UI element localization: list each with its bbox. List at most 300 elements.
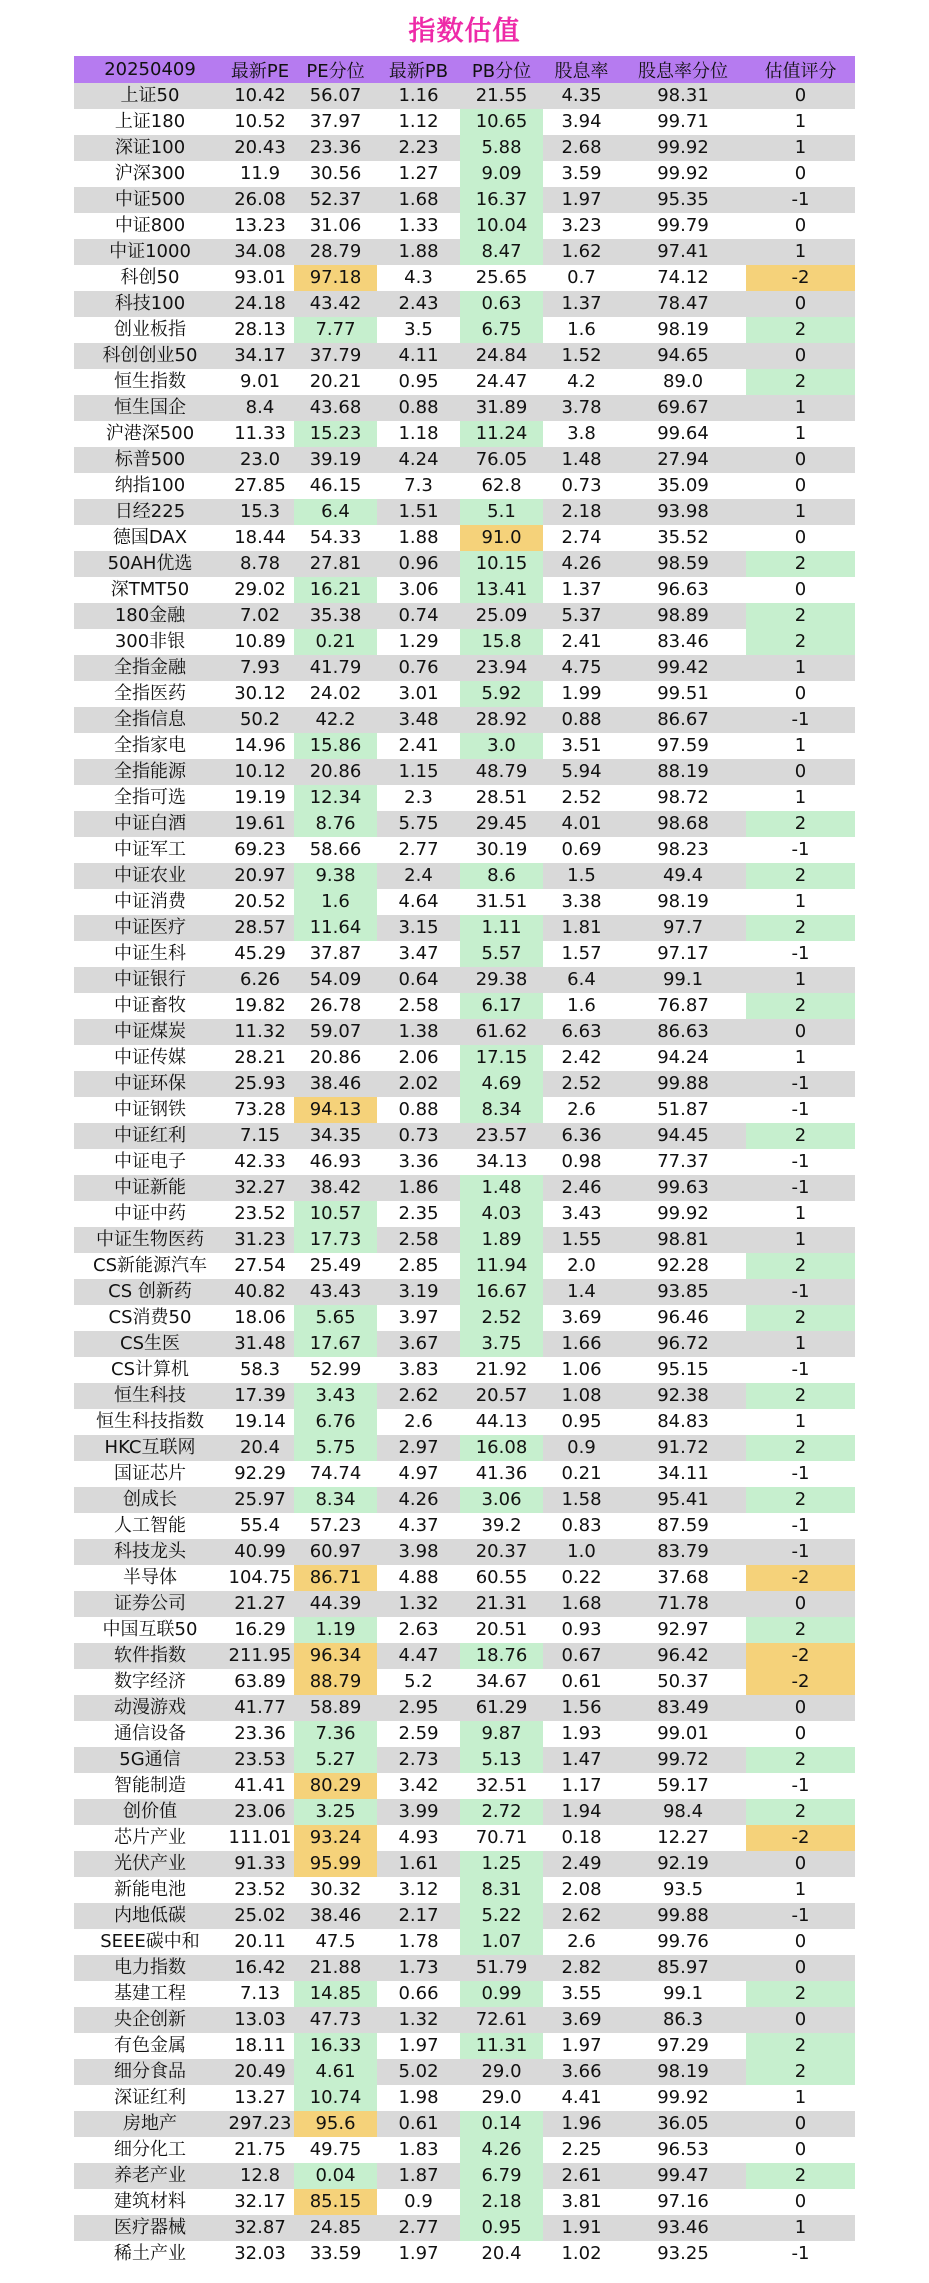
cell-index-name: 建筑材料 <box>114 2191 186 2212</box>
cell-pe-percentile: 25.49 <box>309 1255 362 1276</box>
cell-dividend-percentile: 92.97 <box>657 1619 709 1640</box>
cell-dividend-yield: 2.74 <box>561 527 602 548</box>
cell-index-name: 全指能源 <box>114 761 186 782</box>
cell-latest-pe: 28.13 <box>234 319 286 340</box>
cell-pe-percentile: 54.09 <box>309 969 362 990</box>
cell-pe-percentile: 35.38 <box>309 605 362 626</box>
cell-pb-percentile: 21.31 <box>475 1593 528 1614</box>
cell-latest-pb: 1.38 <box>398 1021 439 1042</box>
cell-dividend-percentile: 83.46 <box>657 631 709 652</box>
table-row <box>74 681 855 707</box>
cell-dividend-yield: 1.99 <box>561 683 602 704</box>
cell-dividend-percentile: 93.46 <box>657 2217 709 2238</box>
table-row <box>74 889 855 915</box>
cell-pe-percentile: 4.61 <box>294 2059 377 2085</box>
cell-latest-pb: 0.76 <box>398 657 439 678</box>
cell-dividend-yield: 3.8 <box>567 423 596 444</box>
cell-dividend-percentile: 94.24 <box>657 1047 709 1068</box>
cell-latest-pb: 1.97 <box>398 2243 439 2264</box>
cell-dividend-yield: 1.5 <box>567 865 596 886</box>
cell-index-name: 创成长 <box>123 1489 177 1510</box>
cell-index-name: 全指金融 <box>114 657 186 678</box>
cell-pb-percentile: 76.05 <box>475 449 528 470</box>
cell-index-name: HKC互联网 <box>104 1437 196 1458</box>
cell-dividend-percentile: 96.46 <box>657 1307 709 1328</box>
cell-valuation-score: -1 <box>791 1515 810 1536</box>
cell-latest-pb: 2.77 <box>398 2217 439 2238</box>
cell-index-name: 全指信息 <box>114 709 186 730</box>
cell-latest-pe: 8.4 <box>245 397 275 418</box>
cell-latest-pb: 0.9 <box>404 2191 433 2212</box>
cell-latest-pe: 32.87 <box>234 2217 286 2238</box>
cell-latest-pe: 73.28 <box>234 1099 286 1120</box>
cell-index-name: 中证生科 <box>114 943 186 964</box>
cell-dividend-percentile: 98.68 <box>657 813 709 834</box>
cell-latest-pe: 27.54 <box>234 1255 286 1276</box>
cell-pe-percentile: 0.21 <box>294 629 377 655</box>
cell-index-name: CS计算机 <box>111 1359 189 1380</box>
cell-dividend-yield: 0.7 <box>567 267 596 288</box>
cell-latest-pe: 23.53 <box>234 1749 286 1770</box>
cell-pb-percentile: 9.09 <box>460 161 543 187</box>
cell-latest-pb: 3.47 <box>398 943 439 964</box>
cell-valuation-score: 0 <box>794 2113 807 2134</box>
cell-pe-percentile: 74.74 <box>309 1463 362 1484</box>
cell-pb-percentile: 2.72 <box>460 1799 543 1825</box>
cell-dividend-yield: 1.0 <box>567 1541 596 1562</box>
cell-pb-percentile: 28.92 <box>475 709 528 730</box>
cell-dividend-yield: 2.82 <box>561 1957 602 1978</box>
cell-pe-percentile: 20.86 <box>309 761 362 782</box>
cell-dividend-percentile: 96.53 <box>657 2139 709 2160</box>
cell-dividend-percentile: 78.47 <box>657 293 709 314</box>
cell-pb-percentile: 11.31 <box>460 2033 543 2059</box>
cell-index-name: 中证农业 <box>114 865 186 886</box>
cell-latest-pb: 3.06 <box>398 579 439 600</box>
cell-pb-percentile: 10.15 <box>460 551 543 577</box>
cell-dividend-percentile: 27.94 <box>657 449 709 470</box>
cell-latest-pb: 2.35 <box>398 1203 439 1224</box>
cell-pb-percentile: 8.47 <box>460 239 543 265</box>
cell-valuation-score: -1 <box>791 1775 810 1796</box>
cell-dividend-yield: 1.6 <box>567 995 596 1016</box>
table-row <box>74 1903 855 1929</box>
cell-index-name: 中证畜牧 <box>114 995 186 1016</box>
cell-pe-percentile: 56.07 <box>309 85 362 106</box>
cell-dividend-percentile: 93.98 <box>657 501 709 522</box>
cell-dividend-percentile: 98.4 <box>662 1801 704 1822</box>
cell-valuation-score: 1 <box>794 1047 807 1068</box>
cell-valuation-score: 1 <box>794 735 807 756</box>
cell-dividend-yield: 2.08 <box>561 1879 602 1900</box>
cell-pb-percentile: 51.79 <box>475 1957 528 1978</box>
cell-index-name: 中证1000 <box>109 241 191 262</box>
cell-latest-pb: 2.77 <box>398 839 439 860</box>
cell-dividend-percentile: 97.16 <box>657 2191 709 2212</box>
cell-latest-pb: 5.02 <box>398 2061 439 2082</box>
cell-valuation-score: 0 <box>794 345 807 366</box>
cell-latest-pb: 0.88 <box>398 397 439 418</box>
cell-pb-percentile: 44.13 <box>475 1411 528 1432</box>
cell-dividend-yield: 1.6 <box>567 319 596 340</box>
cell-dividend-percentile: 77.37 <box>657 1151 709 1172</box>
table-row <box>74 1929 855 1955</box>
cell-pe-percentile: 44.39 <box>309 1593 362 1614</box>
cell-pb-percentile: 32.51 <box>475 1775 528 1796</box>
cell-pb-percentile: 1.89 <box>460 1227 543 1253</box>
cell-latest-pb: 1.68 <box>398 189 439 210</box>
cell-latest-pe: 18.06 <box>234 1307 286 1328</box>
cell-valuation-score: 1 <box>794 969 807 990</box>
cell-dividend-percentile: 99.64 <box>657 423 709 444</box>
cell-pb-percentile: 24.84 <box>475 345 528 366</box>
table-row <box>74 2137 855 2163</box>
cell-latest-pe: 93.01 <box>234 267 286 288</box>
cell-dividend-percentile: 89.0 <box>662 371 704 392</box>
cell-latest-pe: 23.06 <box>234 1801 286 1822</box>
table-row <box>74 369 855 395</box>
cell-dividend-yield: 1.47 <box>561 1749 602 1770</box>
cell-pe-percentile: 24.85 <box>309 2217 362 2238</box>
cell-latest-pe: 13.27 <box>234 2087 286 2108</box>
cell-latest-pb: 1.32 <box>398 2009 439 2030</box>
cell-dividend-yield: 1.97 <box>561 2035 602 2056</box>
cell-latest-pb: 2.3 <box>404 787 433 808</box>
cell-pe-percentile: 1.19 <box>294 1617 377 1643</box>
cell-pb-percentile: 3.75 <box>460 1331 543 1357</box>
cell-latest-pe: 10.89 <box>234 631 286 652</box>
cell-index-name: 智能制造 <box>114 1775 186 1796</box>
cell-pb-percentile: 16.67 <box>460 1279 543 1305</box>
cell-index-name: 内地低碳 <box>114 1905 186 1926</box>
cell-dividend-percentile: 97.59 <box>657 735 709 756</box>
cell-pe-percentile: 52.37 <box>309 189 362 210</box>
cell-latest-pb: 2.58 <box>398 995 439 1016</box>
cell-latest-pb: 2.06 <box>398 1047 439 1068</box>
cell-dividend-percentile: 34.11 <box>657 1463 709 1484</box>
cell-latest-pe: 55.4 <box>239 1515 281 1536</box>
cell-pe-percentile: 43.42 <box>309 293 362 314</box>
cell-valuation-score: -1 <box>791 1099 810 1120</box>
cell-latest-pb: 2.23 <box>398 137 439 158</box>
cell-valuation-score: 0 <box>794 683 807 704</box>
cell-latest-pb: 0.61 <box>398 2113 439 2134</box>
cell-latest-pb: 2.63 <box>398 1619 439 1640</box>
cell-latest-pb: 1.18 <box>398 423 439 444</box>
cell-dividend-yield: 4.35 <box>561 85 602 106</box>
cell-pb-percentile: 1.11 <box>460 915 543 941</box>
cell-latest-pb: 1.16 <box>398 85 439 106</box>
cell-dividend-percentile: 37.68 <box>657 1567 709 1588</box>
cell-pe-percentile: 41.79 <box>309 657 362 678</box>
table-row <box>74 1435 855 1461</box>
cell-pe-percentile: 97.18 <box>294 265 377 291</box>
cell-index-name: 通信设备 <box>114 1723 186 1744</box>
table-row <box>74 551 855 577</box>
cell-latest-pe: 28.21 <box>234 1047 286 1068</box>
cell-dividend-yield: 3.81 <box>561 2191 602 2212</box>
cell-dividend-percentile: 93.85 <box>657 1281 709 1302</box>
cell-pb-percentile: 0.14 <box>460 2111 543 2137</box>
cell-index-name: 50AH优选 <box>107 553 193 574</box>
cell-dividend-yield: 5.37 <box>561 605 602 626</box>
header-pb-percentile: PB分位 <box>471 60 532 82</box>
cell-latest-pe: 9.01 <box>239 371 281 392</box>
cell-valuation-score: 2 <box>746 629 855 655</box>
cell-pb-percentile: 72.61 <box>475 2009 528 2030</box>
table-row <box>74 707 855 733</box>
cell-latest-pe: 40.82 <box>234 1281 286 1302</box>
cell-dividend-percentile: 69.67 <box>657 397 709 418</box>
cell-latest-pe: 111.01 <box>228 1827 292 1848</box>
cell-dividend-percentile: 99.92 <box>657 2087 709 2108</box>
cell-pb-percentile: 31.51 <box>475 891 528 912</box>
cell-dividend-percentile: 92.38 <box>657 1385 709 1406</box>
cell-index-name: 软件指数 <box>114 1645 186 1666</box>
cell-valuation-score: 2 <box>746 1305 855 1331</box>
cell-latest-pb: 3.67 <box>398 1333 439 1354</box>
cell-index-name: 中证中药 <box>114 1203 186 1224</box>
cell-dividend-percentile: 95.15 <box>657 1359 709 1380</box>
cell-valuation-score: 2 <box>746 1435 855 1461</box>
cell-dividend-yield: 3.55 <box>561 1983 602 2004</box>
cell-dividend-yield: 3.94 <box>561 111 602 132</box>
cell-valuation-score: 2 <box>746 915 855 941</box>
cell-dividend-yield: 2.42 <box>561 1047 602 1068</box>
cell-pe-percentile: 9.38 <box>294 863 377 889</box>
cell-dividend-percentile: 86.67 <box>657 709 709 730</box>
cell-latest-pe: 19.14 <box>234 1411 286 1432</box>
cell-dividend-yield: 3.78 <box>561 397 602 418</box>
cell-valuation-score: 0 <box>794 215 807 236</box>
cell-pe-percentile: 6.76 <box>294 1409 377 1435</box>
table-row <box>74 213 855 239</box>
cell-pe-percentile: 86.71 <box>294 1565 377 1591</box>
cell-valuation-score: 2 <box>746 1799 855 1825</box>
cell-valuation-score: 1 <box>794 2087 807 2108</box>
cell-valuation-score: 2 <box>746 551 855 577</box>
cell-pb-percentile: 10.65 <box>460 109 543 135</box>
cell-dividend-yield: 1.91 <box>561 2217 602 2238</box>
cell-latest-pb: 5.75 <box>398 813 439 834</box>
cell-dividend-yield: 0.22 <box>561 1567 602 1588</box>
cell-pb-percentile: 8.34 <box>460 1097 543 1123</box>
cell-latest-pb: 3.19 <box>398 1281 439 1302</box>
cell-latest-pe: 27.85 <box>234 475 286 496</box>
cell-index-name: 中证电子 <box>114 1151 186 1172</box>
cell-index-name: 基建工程 <box>114 1983 186 2004</box>
cell-index-name: 科技龙头 <box>114 1541 186 1562</box>
cell-dividend-percentile: 96.72 <box>657 1333 709 1354</box>
cell-latest-pe: 24.18 <box>234 293 286 314</box>
cell-latest-pe: 91.33 <box>234 1853 286 1874</box>
cell-dividend-yield: 3.38 <box>561 891 602 912</box>
cell-index-name: 中证红利 <box>114 1125 186 1146</box>
cell-latest-pb: 3.48 <box>398 709 439 730</box>
cell-pb-percentile: 34.13 <box>475 1151 528 1172</box>
cell-dividend-yield: 0.95 <box>561 1411 602 1432</box>
cell-pe-percentile: 15.23 <box>294 421 377 447</box>
cell-dividend-yield: 2.46 <box>561 1177 602 1198</box>
cell-pb-percentile: 16.08 <box>460 1435 543 1461</box>
cell-latest-pe: 28.57 <box>234 917 286 938</box>
cell-dividend-percentile: 97.41 <box>657 241 709 262</box>
table-row <box>74 1695 855 1721</box>
cell-dividend-percentile: 74.12 <box>657 267 709 288</box>
cell-pb-percentile: 20.37 <box>475 1541 528 1562</box>
cell-pe-percentile: 21.88 <box>309 1957 362 1978</box>
cell-pe-percentile: 17.73 <box>294 1227 377 1253</box>
cell-dividend-yield: 3.51 <box>561 735 602 756</box>
cell-index-name: CS新能源汽车 <box>93 1255 207 1276</box>
cell-index-name: 国证芯片 <box>114 1463 186 1484</box>
cell-index-name: 恒生指数 <box>114 371 186 392</box>
cell-dividend-percentile: 35.52 <box>657 527 709 548</box>
cell-pe-percentile: 60.97 <box>309 1541 362 1562</box>
cell-pb-percentile: 5.22 <box>460 1903 543 1929</box>
table-row <box>74 837 855 863</box>
cell-pe-percentile: 8.34 <box>294 1487 377 1513</box>
cell-latest-pb: 2.41 <box>398 735 439 756</box>
cell-dividend-yield: 6.63 <box>561 1021 602 1042</box>
table-row <box>74 1487 855 1513</box>
cell-pb-percentile: 20.57 <box>475 1385 528 1406</box>
cell-index-name: 恒生科技指数 <box>96 1411 204 1432</box>
cell-valuation-score: 1 <box>794 397 807 418</box>
cell-pb-percentile: 61.29 <box>475 1697 528 1718</box>
table-row <box>74 967 855 993</box>
cell-pe-percentile: 43.68 <box>309 397 362 418</box>
cell-latest-pe: 20.49 <box>234 2061 286 2082</box>
cell-valuation-score: 0 <box>794 1853 807 1874</box>
cell-valuation-score: -1 <box>791 2243 810 2264</box>
cell-latest-pb: 1.29 <box>398 631 439 652</box>
cell-pe-percentile: 42.2 <box>315 709 356 730</box>
cell-pe-percentile: 8.76 <box>294 811 377 837</box>
cell-valuation-score: 0 <box>794 1957 807 1978</box>
cell-pb-percentile: 15.8 <box>460 629 543 655</box>
table-row <box>74 1955 855 1981</box>
cell-index-name: 全指家电 <box>114 735 186 756</box>
cell-pb-percentile: 1.07 <box>460 1929 543 1955</box>
cell-latest-pe: 11.33 <box>234 423 286 444</box>
table-row <box>74 1201 855 1227</box>
cell-valuation-score: 0 <box>794 85 807 106</box>
cell-dividend-yield: 0.98 <box>561 1151 602 1172</box>
cell-latest-pb: 0.96 <box>398 553 439 574</box>
cell-index-name: 沪港深500 <box>105 423 195 444</box>
cell-latest-pb: 2.73 <box>398 1749 439 1770</box>
cell-dividend-yield: 4.26 <box>561 553 602 574</box>
table-row <box>74 993 855 1019</box>
cell-latest-pe: 20.97 <box>234 865 286 886</box>
cell-pb-percentile: 5.1 <box>460 499 543 525</box>
cell-pe-percentile: 12.34 <box>294 785 377 811</box>
cell-dividend-yield: 2.6 <box>567 1099 596 1120</box>
cell-pe-percentile: 6.4 <box>294 499 377 525</box>
cell-dividend-percentile: 86.63 <box>657 1021 709 1042</box>
cell-latest-pe: 7.93 <box>239 657 281 678</box>
cell-dividend-yield: 1.66 <box>561 1333 602 1354</box>
cell-pe-percentile: 33.59 <box>309 2243 362 2264</box>
cell-latest-pb: 3.36 <box>398 1151 439 1172</box>
cell-latest-pb: 4.88 <box>398 1567 439 1588</box>
cell-latest-pe: 16.29 <box>234 1619 286 1640</box>
cell-pe-percentile: 5.65 <box>294 1305 377 1331</box>
cell-dividend-yield: 1.55 <box>561 1229 602 1250</box>
table-row <box>74 1513 855 1539</box>
cell-index-name: 创业板指 <box>114 319 186 340</box>
cell-pb-percentile: 13.41 <box>460 577 543 603</box>
table-row <box>74 915 855 941</box>
cell-latest-pb: 2.85 <box>398 1255 439 1276</box>
cell-pb-percentile: 9.87 <box>460 1721 543 1747</box>
cell-valuation-score: 0 <box>794 1931 807 1952</box>
cell-latest-pe: 32.03 <box>234 2243 286 2264</box>
cell-pe-percentile: 94.13 <box>294 1097 377 1123</box>
table-row <box>74 2007 855 2033</box>
cell-dividend-percentile: 98.89 <box>657 605 709 626</box>
cell-latest-pe: 10.52 <box>234 111 286 132</box>
cell-dividend-yield: 0.21 <box>561 1463 602 1484</box>
cell-latest-pe: 23.52 <box>234 1879 286 1900</box>
cell-dividend-yield: 3.69 <box>561 2009 602 2030</box>
cell-latest-pb: 0.64 <box>398 969 439 990</box>
cell-dividend-yield: 6.36 <box>561 1125 602 1146</box>
cell-pe-percentile: 37.97 <box>309 111 362 132</box>
cell-latest-pb: 1.61 <box>398 1853 439 1874</box>
cell-latest-pe: 25.93 <box>234 1073 286 1094</box>
cell-latest-pb: 3.12 <box>398 1879 439 1900</box>
cell-valuation-score: 1 <box>794 501 807 522</box>
cell-pb-percentile: 48.79 <box>475 761 528 782</box>
cell-dividend-yield: 0.61 <box>561 1671 602 1692</box>
cell-latest-pb: 1.86 <box>398 1177 439 1198</box>
cell-dividend-percentile: 88.19 <box>657 761 709 782</box>
cell-latest-pe: 11.9 <box>239 163 281 184</box>
cell-latest-pe: 41.77 <box>234 1697 286 1718</box>
cell-latest-pb: 2.59 <box>398 1723 439 1744</box>
table-row <box>74 2085 855 2111</box>
cell-valuation-score: 2 <box>746 1747 855 1773</box>
cell-dividend-yield: 4.01 <box>561 813 602 834</box>
table-row <box>74 1799 855 1825</box>
cell-latest-pe: 7.15 <box>239 1125 281 1146</box>
cell-pb-percentile: 11.94 <box>460 1253 543 1279</box>
cell-dividend-percentile: 98.19 <box>657 2061 709 2082</box>
cell-latest-pe: 20.43 <box>234 137 286 158</box>
table-row <box>74 863 855 889</box>
cell-latest-pb: 3.83 <box>398 1359 439 1380</box>
cell-latest-pe: 17.39 <box>234 1385 286 1406</box>
cell-dividend-percentile: 93.5 <box>662 1879 704 1900</box>
cell-dividend-yield: 1.48 <box>561 449 602 470</box>
cell-pe-percentile: 85.15 <box>294 2189 377 2215</box>
header-score: 估值评分 <box>764 60 837 82</box>
cell-valuation-score: -2 <box>746 265 855 291</box>
header-dividend-yield: 股息率 <box>554 60 609 82</box>
cell-dividend-percentile: 94.45 <box>657 1125 709 1146</box>
cell-dividend-percentile: 83.49 <box>657 1697 709 1718</box>
cell-index-name: 5G通信 <box>119 1749 181 1770</box>
table-row <box>74 733 855 759</box>
page-title: 指数估值 <box>408 15 521 47</box>
cell-pb-percentile: 21.55 <box>475 85 528 106</box>
cell-pe-percentile: 15.86 <box>294 733 377 759</box>
cell-pe-percentile: 52.99 <box>309 1359 362 1380</box>
cell-index-name: 创价值 <box>123 1801 177 1822</box>
table-row <box>74 1149 855 1175</box>
